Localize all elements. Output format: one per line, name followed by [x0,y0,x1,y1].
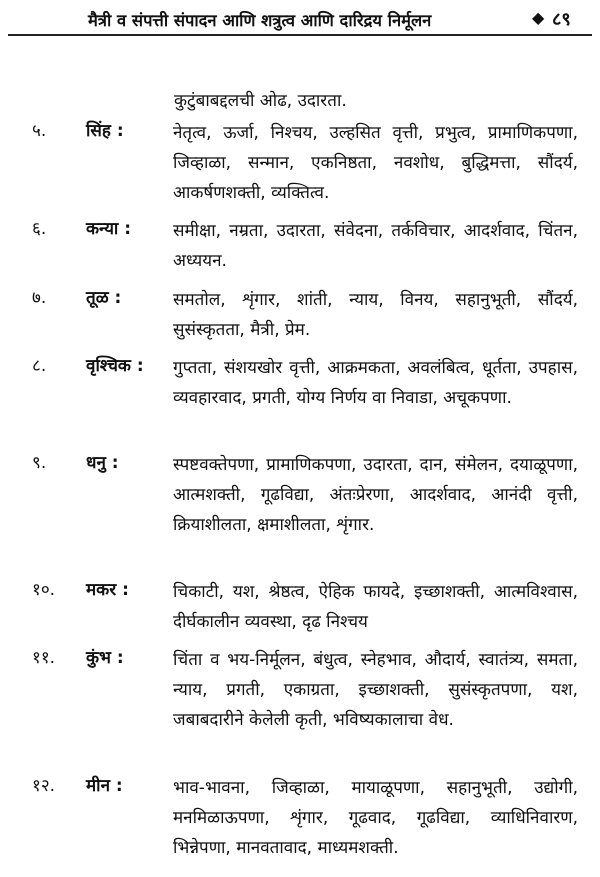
entry-number: ७. [32,288,47,308]
entry-number: ११. [32,648,56,668]
trait-list: समीक्षा, नम्रता, उदारता, संवेदना, तर्कविचार, आदर्शवाद, चिंतन, अध्ययन. [173,221,578,271]
sign-name: धनु : [86,453,119,473]
sign-name: सिंह : [86,121,124,141]
running-title: मैत्री व संपत्ती संपादन आणि शत्रुत्व आणि दारिद्रय निर्मूलन [88,11,432,30]
page-number: ८९ [552,9,571,30]
sign-name: कुंभ : [86,648,124,668]
continued-traits-line: कुटुंबाबद्दलची ओढ, उदारता. [174,91,347,111]
trait-list: स्पष्टवक्तेपणा, प्रामाणिकपणा, उदारता, दान, संमेलन, दयाळूपणा, आत्मशक्ती, गूढविद्या, अंतःप्रेरणा, आदर्शवाद, आनंदी वृत्ती, क्रियाशीलता, क्षमाशीलता, शृंगार. [173,455,578,535]
trait-list: गुप्तता, संशयखोर वृत्ती, आक्रमकता, अवलंबित्व, धूर्तता, उपहास, व्यवहारवाद, प्रगती, योग्य निर्णय वा निवाडा, अचूकपणा. [173,358,578,408]
entry-number: ९. [32,453,47,473]
trait-list: भाव-भावना, जिव्हाळा, मायाळूपणा, सहानुभूती, उद्योगी, मनमिळाऊपणा, शृंगार, गूढवाद, गूढविद्या, व्याधिनिवारण, भिन्नेपणा, मानवतावाद, माध्यमशक्ती. [173,778,578,858]
trait-list: नेतृत्व, ऊर्जा, निश्चय, उल्हसित वृत्ती, प्रभुत्व, प्रामाणिकपणा, जिव्हाळा, सन्मान, एकनिष्ठता, नवशोध, बुद्धिमत्ता, सौंदर्य, आकर्षणशक्ती, व्यक्तित्व. [173,123,578,203]
entry-number: १२. [32,776,56,796]
sign-name: वृश्चिक : [86,356,144,376]
diamond-bullet-icon: ◆ [532,8,545,27]
trait-list: चिकाटी, यश, श्रेष्ठत्व, ऐहिक फायदे, इच्छाशक्ती, आत्मविश्वास, दीर्घकालीन व्यवस्था, दृढ निश्चय [173,582,578,632]
sign-name: तूळ : [86,288,122,308]
sign-name: मीन : [86,776,123,796]
trait-list: समतोल, शृंगार, शांती, न्याय, विनय, सहानुभूती, सौंदर्य, सुसंस्कृतता, मैत्री, प्रेम. [173,290,578,340]
entry-number: ६. [32,219,47,239]
sign-name: मकर : [86,580,129,600]
entry-number: ८. [32,356,47,376]
entry-number: १०. [32,580,56,600]
sign-name: कन्या : [86,219,132,239]
entry-number: ५. [32,121,47,141]
trait-list: चिंता व भय-निर्मूलन, बंधुत्व, स्नेहभाव, औदार्य, स्वातंत्र्य, समता, न्याय, प्रगती, एकाग्रता, इच्छाशक्ती, सुसंस्कृतपणा, यश, जबाबदारीने केलेली कृती, भविष्यकालाचा वेध. [173,650,578,730]
